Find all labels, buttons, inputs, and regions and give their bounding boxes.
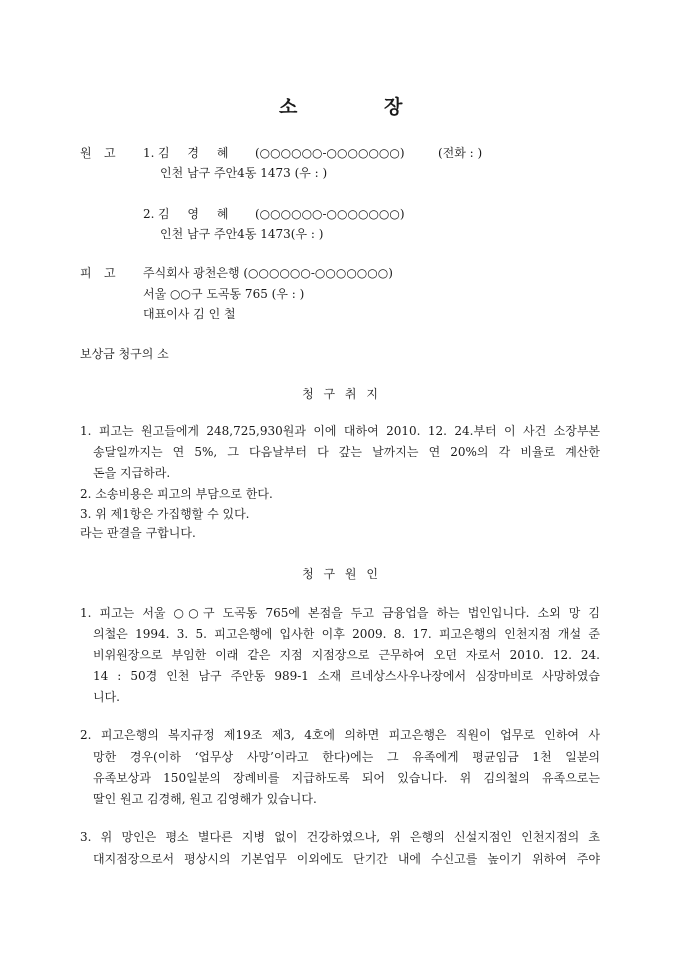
plaintiff1-address: 인천 남구 주안4동 1473 (우 : ) <box>160 166 328 180</box>
plaintiff1-id: (○○○○○○-○○○○○○○) <box>255 146 405 160</box>
claim-cause-para1-line1: 1. 피고는 서울 ○○구 도곡동 765에 본점을 두고 금융업을 하는 법인입니다. 소외 망 김 <box>80 606 600 620</box>
claim-purpose-heading: 청 구 취 지 <box>302 387 378 401</box>
claim-cause-para1-line2: 의철은 1994. 3. 5. 피고은행에 입사한 이후 2009. 8. 17. 피고은행의 인천지점 개설 준 <box>93 627 600 641</box>
claim-purpose-item2: 2. 소송비용은 피고의 부담으로 한다. <box>80 487 273 501</box>
claim-cause-para3-line1: 3. 위 망인은 평소 별다른 지병 없이 건강하였으나, 위 은행의 신설지점인 인천지점의 초 <box>80 830 600 844</box>
claim-cause-para1-line4: 14 : 50경 인천 남구 주안동 989-1 소재 르네상스사우나장에서 심장마비로 사망하였습 <box>93 669 600 683</box>
case-name: 보상금 청구의 소 <box>80 347 169 361</box>
claim-cause-para2-line2: 망한 경우(이하 ‘업무상 사망’이라고 한다)에는 그 유족에게 평균임금 1천 일분의 <box>93 750 600 764</box>
plaintiff1-phone: (전화 : ) <box>438 146 483 160</box>
defendant-representative: 대표이사 김 인 철 <box>143 307 236 321</box>
claim-cause-para2-line1: 2. 피고은행의 복지규정 제19조 제3, 4호에 의하면 피고은행은 직원이 업무로 인하여 사 <box>80 728 600 742</box>
defendant-address: 서울 ○○구 도곡동 765 (우 : ) <box>143 287 305 301</box>
claim-purpose-item1-line1: 1. 피고는 원고들에게 248,725,930원과 이에 대하여 2010. 12. 24.부터 이 사건 소장부본 <box>80 424 600 438</box>
plaintiff2-name: 김 영 혜 <box>158 207 229 221</box>
claim-purpose-closing: 라는 판결을 구합니다. <box>80 526 196 540</box>
plaintiff1-number: 1. <box>143 146 155 160</box>
claim-cause-para3-line2: 대지점장으로서 평상시의 기본업무 이외에도 단기간 내에 수신고를 높이기 위하여 주야 <box>93 852 600 866</box>
plaintiff2-number: 2. <box>143 207 155 221</box>
defendant-label-2: 고 <box>104 266 116 280</box>
claim-cause-para1-line5: 니다. <box>93 690 120 704</box>
defendant-name: 주식회사 광천은행 (○○○○○○-○○○○○○○) <box>143 266 393 280</box>
claim-purpose-item1-line3: 돈을 지급하라. <box>93 466 171 480</box>
plaintiff-label-1: 원 <box>80 146 92 160</box>
title-char-2: 장 <box>384 96 403 118</box>
claim-cause-para2-line4: 딸인 원고 김경해, 원고 김영해가 있습니다. <box>93 792 317 806</box>
defendant-label-1: 피 <box>80 266 92 280</box>
plaintiff2-id: (○○○○○○-○○○○○○○) <box>255 207 405 221</box>
claim-purpose-item3: 3. 위 제1항은 가집행할 수 있다. <box>80 507 250 521</box>
claim-cause-heading: 청 구 원 인 <box>302 567 378 581</box>
claim-cause-para2-line3: 유족보상과 150일분의 장례비를 지급하도록 되어 있습니다. 위 김의철의 유족으로는 <box>93 771 600 785</box>
title-char-1: 소 <box>279 96 298 118</box>
claim-purpose-item1-line2: 송달일까지는 연 5%, 그 다음날부터 다 갚는 날까지는 연 20%의 각 비율로 계산한 <box>93 445 600 459</box>
plaintiff2-address: 인천 남구 주안4동 1473(우 : ) <box>160 227 324 241</box>
claim-cause-para1-line3: 비위원장으로 부임한 이래 같은 지점 지점장으로 근무하여 오던 자로서 2010. 12. 24. <box>93 648 600 662</box>
plaintiff-label-2: 고 <box>104 146 116 160</box>
plaintiff1-name: 김 경 혜 <box>158 146 229 160</box>
